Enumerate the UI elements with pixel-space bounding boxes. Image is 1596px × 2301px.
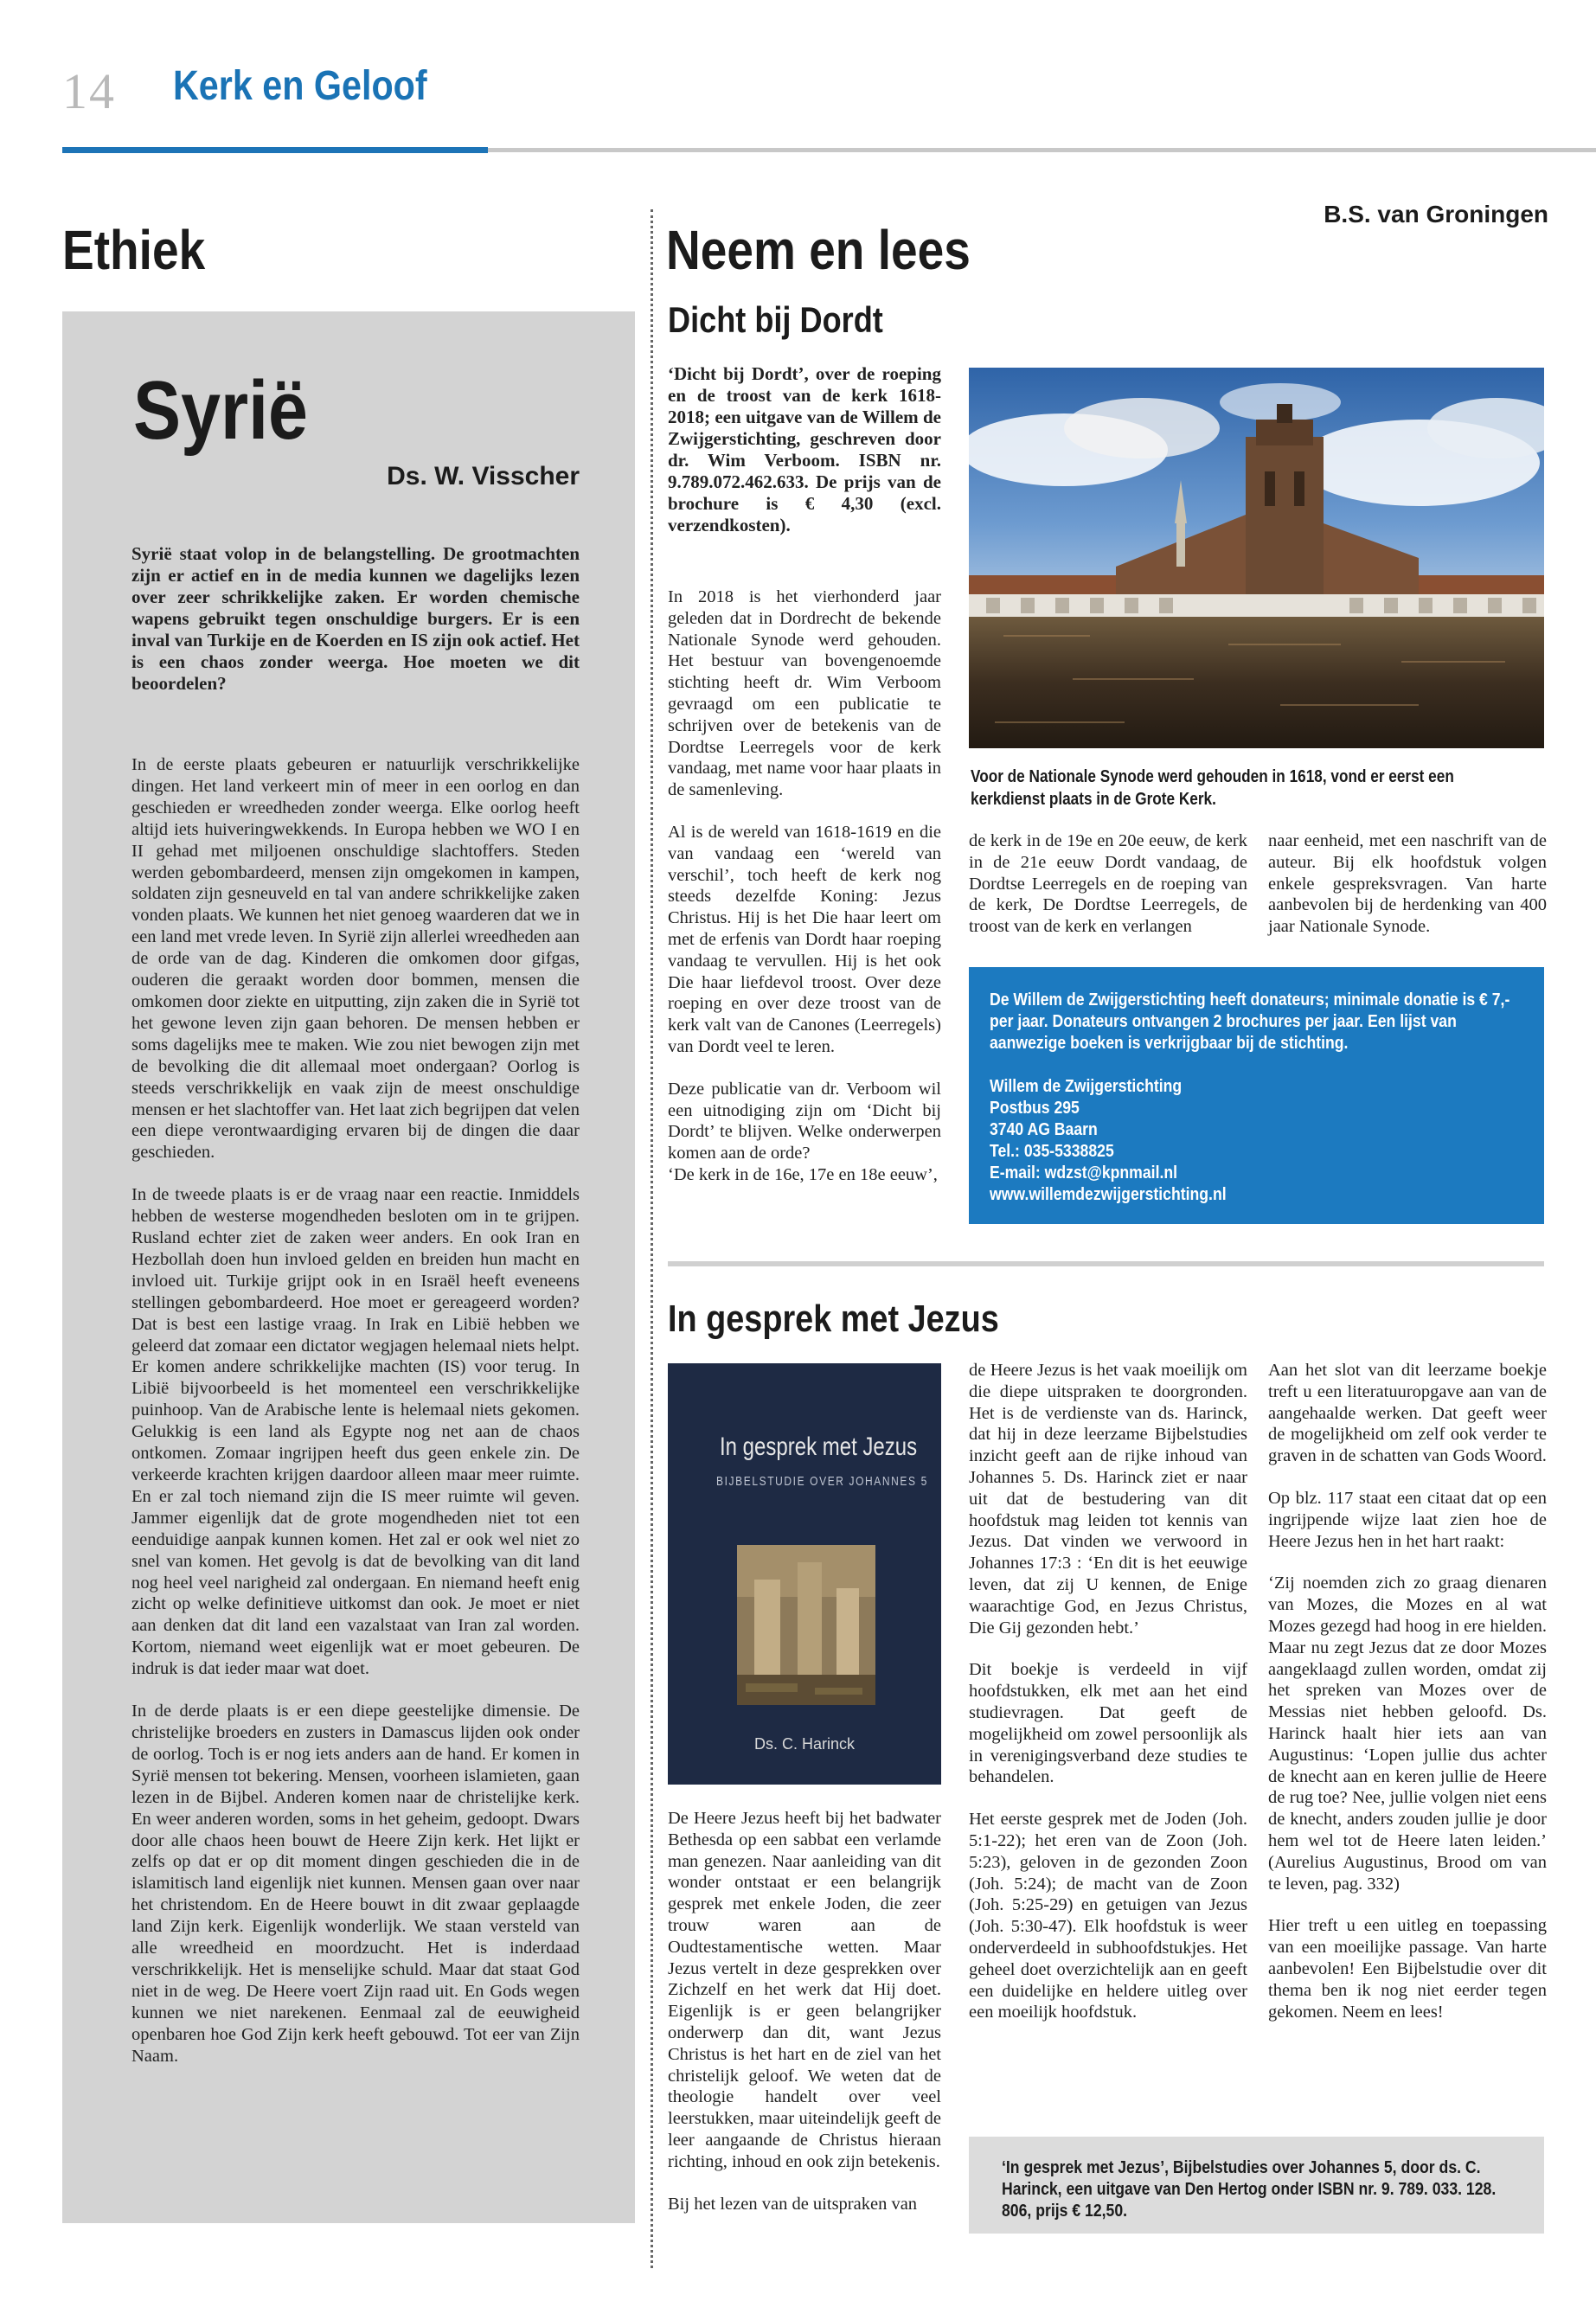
stichting-description: De Willem de Zwijgerstichting heeft donateurs; minimale donatie is € 7,- per jaar. Donateurs ontvangen 2 brochures per jaar. Een lijst van aanwezige boeken is verkrijgbaar bij de stichting. — [990, 990, 1510, 1053]
dordrecht-church-photo — [969, 368, 1544, 748]
article-body — [131, 754, 580, 2087]
review-body-column-1 — [668, 586, 941, 1207]
section-title: Kerk en Geloof — [173, 63, 427, 109]
review-title-in-gesprek-met-jezus: In gesprek met Jezus — [668, 1298, 999, 1340]
book-cover-title: In gesprek met Jezus — [720, 1433, 918, 1461]
article-paragraph: In de derde plaats is er een diepe geestelijke dimensie. De christelijke broeders en zusters in Damascus lijden ook onder de oorlog. Toch is er nog iets anders aan de hand. Er komen in Syrië mensen tot bekering. Mensen, voorheen islamieten, gaan lezen in de Bijbel. Anderen komen naar de christelijke kerk. En weer anderen worden, soms in het geheim, gedoopt. Dwars door alle chaos heen bouwt de Heere Zijn kerk. Het lijkt er zelfs op dat er op dit moment dingen geschieden die in de islamitisch land eigenlijk niet kunnen. Mensen gaan over naar het christendom. En de Heere bouwt in dit zwaar geplaagde land Zijn kerk. Eigenlijk wonderlijk. We staan versteld van alle wreedheid en moordzucht. Het is inderdaad verschrikkelijk. Het is menselijke schuld. Maar dat staat God niet in de weg. De Heere voert Zijn raad uit. En Gods wegen kunnen we niet narekenen. Eenmaal zal de eeuwigheid openbaren hoe God Zijn kerk heeft gebouwd. Tot eer van Zijn Naam. — [131, 1702, 580, 2066]
review-quote: ‘Zij noemden zich zo graag dienaren van Mozes, die Mozes en al wat Mozes gezegd had hoog in ere hielden. Maar nu zegt Jezus dat ze door Mozes aangeklaagd zullen worden, omdat zij het spreken van Mozes over de Messias niet hebben geloofd. Ds. Harinck haalt hier iets aan van Augustinus: ‘Lopen jullie dus achter de knecht aan en keren jullie de Heere de rug toe? Nee, jullie volgen niet eens de knecht, anders zouden jullie je door hem wel tot de Heere laten leiden.’ (Aurelius Augustinus, Brood om van te leven, pag. 332) — [1268, 1574, 1547, 1894]
header-rule — [488, 148, 1596, 152]
stichting-phone: Tel.: 035-5338825 — [990, 1141, 1114, 1161]
book-cover — [668, 1363, 941, 1785]
column-heading-neem-en-lees: Neem en lees — [666, 219, 971, 281]
book-cover-author: Ds. C. Harinck — [753, 1735, 855, 1753]
page-number: 14 — [62, 63, 116, 119]
review-title-dicht-bij-dordt: Dicht bij Dordt — [668, 299, 883, 340]
book-cover-subtitle: BIJBELSTUDIE OVER JOHANNES 5 — [716, 1474, 928, 1489]
review-paragraph: Dit boekje is verdeeld in vijf hoofdstukken, elk met aan het eind studievragen. Dat geeft de mogelijkheid om zowel persoonlijk als in verenigingsverband deze studies te behandelen. — [969, 1660, 1247, 1787]
review-paragraph: Deze publicatie van dr. Verboom wil een uitnodiging zijn om ‘Dicht bij Dordt’ te blijven. Welke onderwerpen komen aan de orde? ‘De kerk in de 16e, 17e en 18e eeuw’, — [668, 1079, 941, 1184]
review-body-column-2: de kerk in de 19e en 20e eeuw, de kerk in de 21e eeuw Dordt vandaag, de Dordtse Leerregels en de roeping van de kerk, De Dordtse Leerregels, de troost van de kerk en verlangen — [969, 831, 1247, 937]
stichting-website: www.willemdezwijgerstichting.nl — [990, 1184, 1227, 1204]
book-cover-photo — [737, 1545, 875, 1705]
column-heading-ethiek: Ethiek — [62, 219, 206, 281]
book-info-text: ‘In gesprek met Jezus’, Bijbelstudies over Johannes 5, door ds. C. Harinck, een uitgave van Den Hertog onder ISBN nr. 9. 789. 033. 128. 806, prijs € 12,50. — [1002, 2157, 1497, 2221]
review-body-column-2 — [969, 1360, 1247, 2044]
stichting-postbox: Postbus 295 — [990, 1098, 1080, 1118]
review-paragraph: Al is de wereld van 1618-1619 en die van vandaag een ‘wereld van verschil’, toch heeft de kerk nog steeds dezelfde Koning: Jezus Christus. Hij is het Die haar leert om met de erfenis van Dordt haar roeping vandaag te vervullen. Hij is het ook Die haar liefdevol troost. Over deze roeping en over deze troost van de kerk valt van de Canones (Leerregels) van Dordt veel te leren. — [668, 822, 941, 1056]
stichting-name: Willem de Zwijgerstichting — [990, 1076, 1183, 1096]
review-paragraph: Aan het slot van dit leerzame boekje treft u een literatuuropgave aan van de aangehaalde werken. Dat geeft weer de mogelijkheid om zelf ook verder te graven in de schatten van Gods Woord. — [1268, 1361, 1547, 1466]
review-body-column-3: naar eenheid, met een naschrift van de auteur. Bij elk hoofdstuk volgen enkele gespreksvragen. Van harte aanbevolen bij de herdenking van 400 jaar Nationale Synode. — [1268, 831, 1547, 937]
review-paragraph: Op blz. 117 staat een citaat dat op een ingrijpende wijze laat zien hoe de Heere Jezus hen in het hart raakt: — [1268, 1488, 1547, 1551]
review-paragraph: In 2018 is het vierhonderd jaar geleden dat in Dordrecht de bekende Nationale Synode werd gehouden. Het bestuur van bovengenoemde stichting heeft dr. Wim Verboom gevraagd om een publicatie te schrijven over de betekenis van de Dordtse Leerregels voor de kerk vandaag, met name voor haar plaats in de samenleving. — [668, 587, 941, 800]
review-paragraph: Het eerste gesprek met de Joden (Joh. 5:1-22); het eren van de Zoon (Joh. 5:23), geloven in de gezonden Zoon (Joh. 5:24); de macht van de Zoon (Joh. 5:25-29) en getuigen van Jezus (Joh. 5:30-47). Elk hoofdstuk is weer onderverdeeld in subhoofdstukjes. Het geheel doet overzichtelijk aan en geeft een duidelijke en heldere uitleg over een moeilijk hoofdstuk. — [969, 1810, 1247, 2022]
section-divider — [668, 1261, 1544, 1266]
stichting-city: 3740 AG Baarn — [990, 1119, 1098, 1139]
article-intro: Syrië staat volop in de belangstelling. De grootmachten zijn er actief en in de media kunnen we dagelijks lezen over zeer schrikkelijke zaken. Er worden chemische wapens gebruikt tegen onschuldige burgers. Er is een inval van Turkije en de Koerden en IS zijn ook actief. Het is een chaos zonder weerga. Hoe moeten we dit beoordelen? — [131, 543, 580, 694]
article-paragraph: In de tweede plaats is er de vraag naar een reactie. Inmiddels hebben de westerse mogendheden besloten om in te grijpen. Rusland echter ziet de zaken weer anders. En ook Iran en Hezbollah doen hun invloed gelden en breiden hun macht en invloed uit. Turkije grijpt ook in en Israël heeft eveneens stellingen gebombardeerd. Hoe moet er gereageerd worden? Dat is best een lastige vraag. In Irak en Libië hebben we geleerd dat zomaar een dictator wegjagen helemaal niets helpt. Er komen andere schrikkelijke machten (IS) voor terug. In Libië bijvoorbeeld is het momenteel een verschrikkelijke puinhoop. Van de Arabische lente is helemaal niets gekomen. Gelukkig is een land als Egypte nog net aan de chaos ontkomen. Zomaar ingrijpen heeft dus geen enkele zin. De verkeerde krachten krijgen daardoor alleen maar meer ruimte. En er zal toch niemand zijn die IS meer ruimte wil geven. Jammer eigenlijk dat de grote mogendheden niet tot een eenduidige aanpak kunnen komen. Het zal er ook wel niet zo snel van komen. Het gevolg is dat de bevolking van dit land nog heel veel narigheid zal ondergaan. En niemand heeft enig zicht op welke definitieve uitkomst dan ook. Je moet er niet aan denken dat dit land een vazalstaat van Iran zal worden. Kortom, niemand weet eigenlijk wat er moet gebeuren. De indruk is dat ieder maar wat doet. — [131, 1185, 580, 1679]
article-paragraph: In de eerste plaats gebeuren er natuurlijk verschrikkelijke dingen. Het land verkeert min of meer in een oorlog en dan geschieden er wreedheden zonder weerga. Elke oorlog heeft altijd iets huiveringwekkends. In Europa hebben we WO I en II gehad met miljoenen onschuldige slachtoffers. Steden werden gebombardeerd, mensen zijn omgekomen in kampen, soldaten zijn gesneuveld en tal van andere schrikkelijke zaken vonden plaats. We kunnen het niet genoeg waarderen dat we in een land met vrede leven. In Syrië zijn allerlei wreedheden aan de orde van de dag. Kinderen die omkomen door gifgas, ouderen die geraakt worden door bommen, mensen die omkomen door ziekte en uitputting, zijn zaken die in Syrië tot het gewone leven zijn gaan behoren. De mensen hebben er soms dagelijks mee te maken. Wie zou niet bewogen zijn met de bevolking die dit allemaal moet ondergaan? Oorlog is steeds verschrikkelijk en vaak zijn de meest onschuldige mensen er het slachtoffer van. Het laat zich begrijpen dat velen een diepe verontwaardiging ervaren bij de dingen die daar geschieden. — [131, 755, 580, 1163]
review-body-column-1: De Heere Jezus heeft bij het badwater Bethesda op een sabbat een verlamde man genezen. Naar aanleiding van dit wonder ontstaat er een belangrijk gesprek met enkele Joden, die zeer trouw waren aan de Oudtestamentische wetten. Maar Jezus vertelt in deze gesprekken over Zichzelf en het werk dat Hij doet. Eigenlijk is er geen belangrijker onderwerp dan dit, want Jezus Christus is het hart en de ziel van het christelijk geloof. We weten dat de theologie handelt over veel leerstukken, maar uiteindelijk geeft de leer aangaande de Christus hieraan richting, inhoud en ook zijn betekenis. Bij het lezen van de uitspraken van — [668, 1809, 941, 2214]
column-divider — [651, 209, 653, 2268]
stichting-email: E-mail: wdzst@kpnmail.nl — [990, 1163, 1178, 1183]
stichting-address — [990, 1075, 1525, 1205]
review-intro: ‘Dicht bij Dordt’, over de roeping en de troost van de kerk 1618-2018; een uitgave van de Willem de Zwijgerstichting, geschreven door dr. Wim Verboom. ISBN nr. 9.789.072.462.633. De prijs van de brochure is € 4,30 (excl. verzendkosten). — [668, 363, 941, 535]
article-title: Syrië — [133, 364, 308, 457]
review-paragraph: de Heere Jezus is het vaak moeilijk om die diepe uitspraken te doorgronden. Het is de verdienste van ds. Harinck, dat hij in deze leerzame Bijbelstudies inzicht geeft aan de rijke inhoud van Johannes 5. Ds. Harinck ziet er naar uit dat de bestudering van dit hoofdstuk mag leiden tot kennis van Jezus. Dat vinden we verwoord in Johannes 17:3 : ‘En dit is het eeuwige leven, dat zij U kennen, de Enige waarachtige God, en Jezus Christus, Die Gij gezonden hebt.’ — [969, 1361, 1247, 1638]
stichting-info-text — [990, 989, 1525, 1205]
article-author: Ds. W. Visscher — [387, 462, 580, 490]
column-author: B.S. van Groningen — [1324, 201, 1548, 228]
review-paragraph: Hier treft u een uitleg en toepassing van een moeilijke passage. Van harte aanbevolen! Een Bijbelstudie over dit thema ben ik nog niet eerder tegen gekomen. Neem en lees! — [1268, 1916, 1547, 2022]
review-body-column-3 — [1268, 1360, 1547, 2043]
photo-caption: Voor de Nationale Synode werd gehouden in 1618, vond er eerst een kerkdienst plaats in de Grote Kerk. — [971, 767, 1454, 809]
header-rule-accent — [62, 147, 488, 153]
